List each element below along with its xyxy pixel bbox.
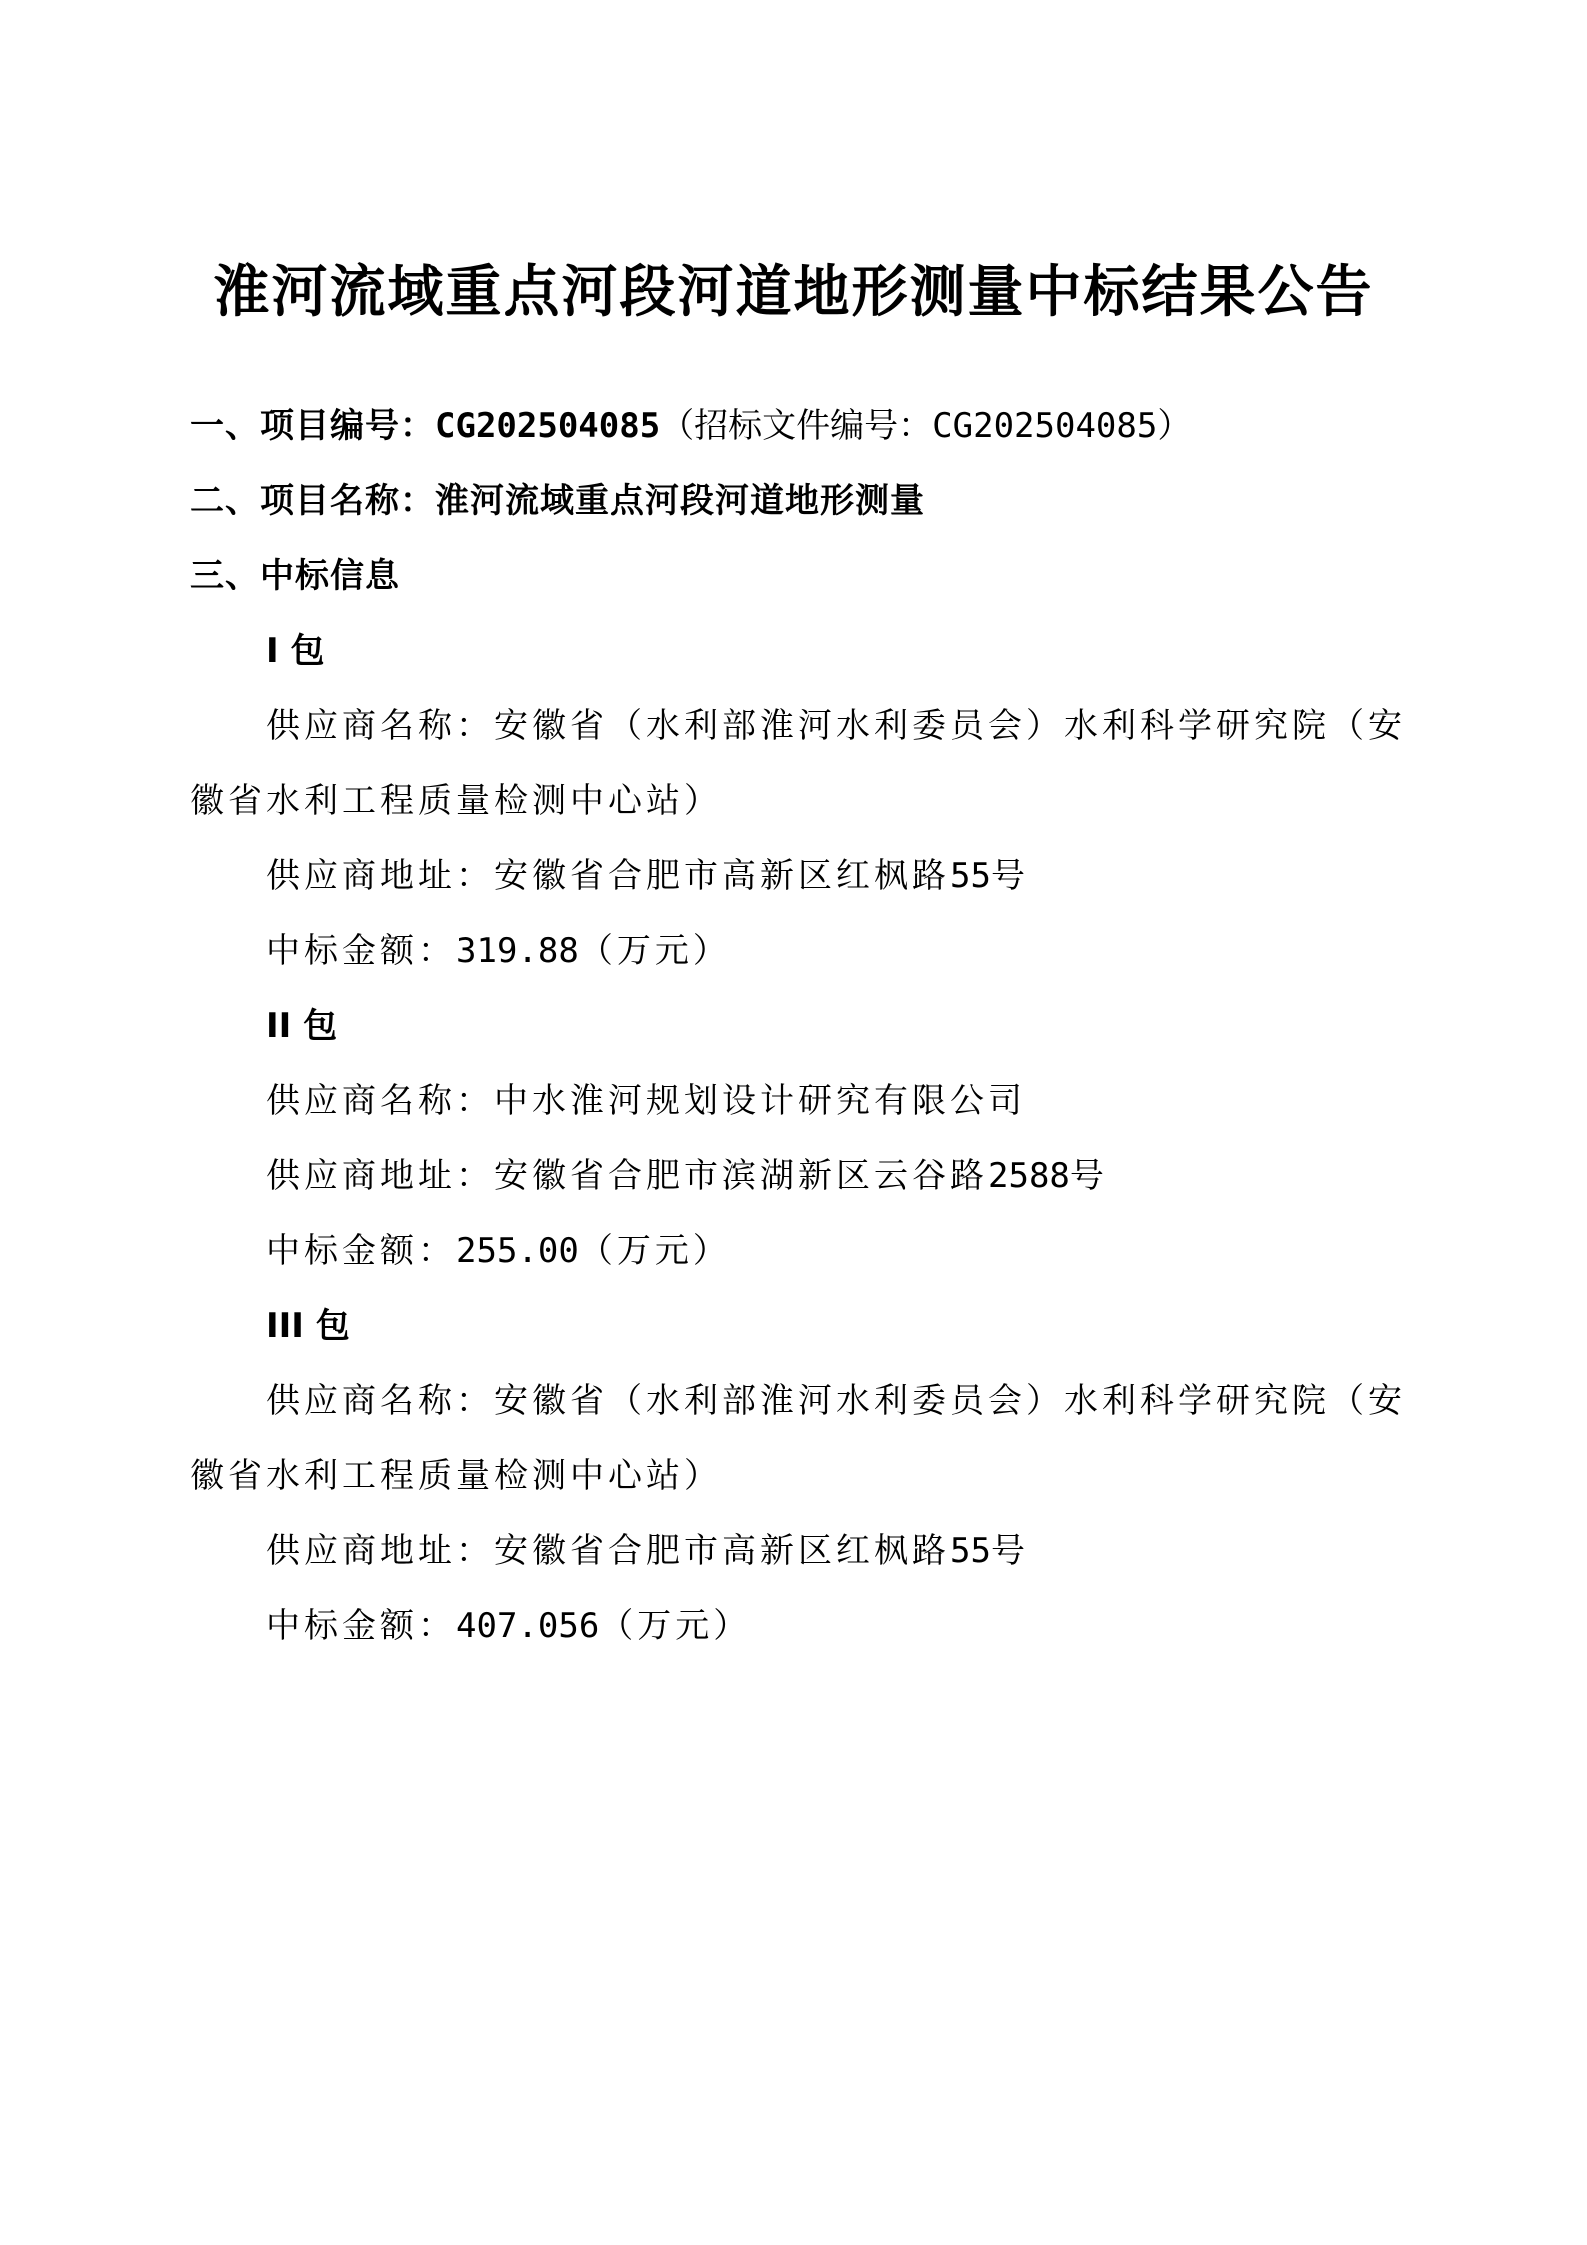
address-prefix: 安徽省合肥市高新区红枫路 xyxy=(494,856,950,896)
address-label: 供应商地址： xyxy=(266,1531,494,1571)
project-number-line xyxy=(190,402,1410,450)
package-1-amount xyxy=(266,927,1486,975)
package-3-supplier xyxy=(266,1377,1486,1425)
package-2-title: II 包 xyxy=(266,1006,338,1046)
amount-value: 407.056 xyxy=(456,1606,600,1646)
address-prefix: 安徽省合肥市滨湖新区云谷路 xyxy=(494,1156,988,1196)
project-number-label: 一、项目编号： xyxy=(190,406,435,446)
amount-value: 319.88 xyxy=(456,931,579,971)
award-info-heading: 三、中标信息 xyxy=(190,556,400,596)
amount-unit: （万元） xyxy=(599,1606,752,1646)
amount-value: 255.00 xyxy=(456,1231,579,1271)
supplier-label: 供应商名称： xyxy=(266,1081,494,1121)
document-title: 淮河流域重点河段河道地形测量中标结果公告 xyxy=(213,259,1374,325)
address-number: 55 xyxy=(950,856,991,896)
package-1-supplier-cont: 徽省水利工程质量检测中心站） xyxy=(190,781,722,821)
address-prefix: 安徽省合肥市高新区红枫路 xyxy=(494,1531,950,1571)
package-3-amount xyxy=(266,1602,1486,1650)
amount-unit: （万元） xyxy=(578,1231,731,1271)
project-name-value: 淮河流域重点河段河道地形测量 xyxy=(435,481,925,521)
amount-label: 中标金额： xyxy=(266,1606,456,1646)
address-suffix: 号 xyxy=(990,856,1029,896)
package-1-supplier xyxy=(266,702,1486,750)
package-2-address xyxy=(266,1152,1486,1200)
supplier-name: 安徽省（水利部淮河水利委员会）水利科学研究院（安 xyxy=(494,1381,1406,1421)
project-number-value: CG202504085 xyxy=(435,406,661,446)
package-2-supplier xyxy=(266,1077,1486,1125)
supplier-label: 供应商名称： xyxy=(266,1381,494,1421)
project-name-line xyxy=(190,477,1410,525)
package-1-title: I 包 xyxy=(266,631,325,671)
package-3-title: III 包 xyxy=(266,1306,350,1346)
supplier-label: 供应商名称： xyxy=(266,706,494,746)
amount-label: 中标金额： xyxy=(266,1231,456,1271)
package-3-supplier-cont: 徽省水利工程质量检测中心站） xyxy=(190,1456,722,1496)
address-label: 供应商地址： xyxy=(266,856,494,896)
address-label: 供应商地址： xyxy=(266,1156,494,1196)
project-name-label: 二、项目名称： xyxy=(190,481,435,521)
supplier-name: 中水淮河规划设计研究有限公司 xyxy=(494,1081,1026,1121)
package-1-address xyxy=(266,852,1486,900)
package-3-address xyxy=(266,1527,1486,1575)
supplier-name: 安徽省（水利部淮河水利委员会）水利科学研究院（安 xyxy=(494,706,1406,746)
amount-unit: （万元） xyxy=(578,931,731,971)
address-number: 2588 xyxy=(988,1156,1070,1196)
address-suffix: 号 xyxy=(1069,1156,1108,1196)
package-2-amount xyxy=(266,1227,1486,1275)
address-number: 55 xyxy=(950,1531,991,1571)
address-suffix: 号 xyxy=(990,1531,1029,1571)
tender-document-number: （招标文件编号：CG202504085） xyxy=(660,406,1192,446)
amount-label: 中标金额： xyxy=(266,931,456,971)
